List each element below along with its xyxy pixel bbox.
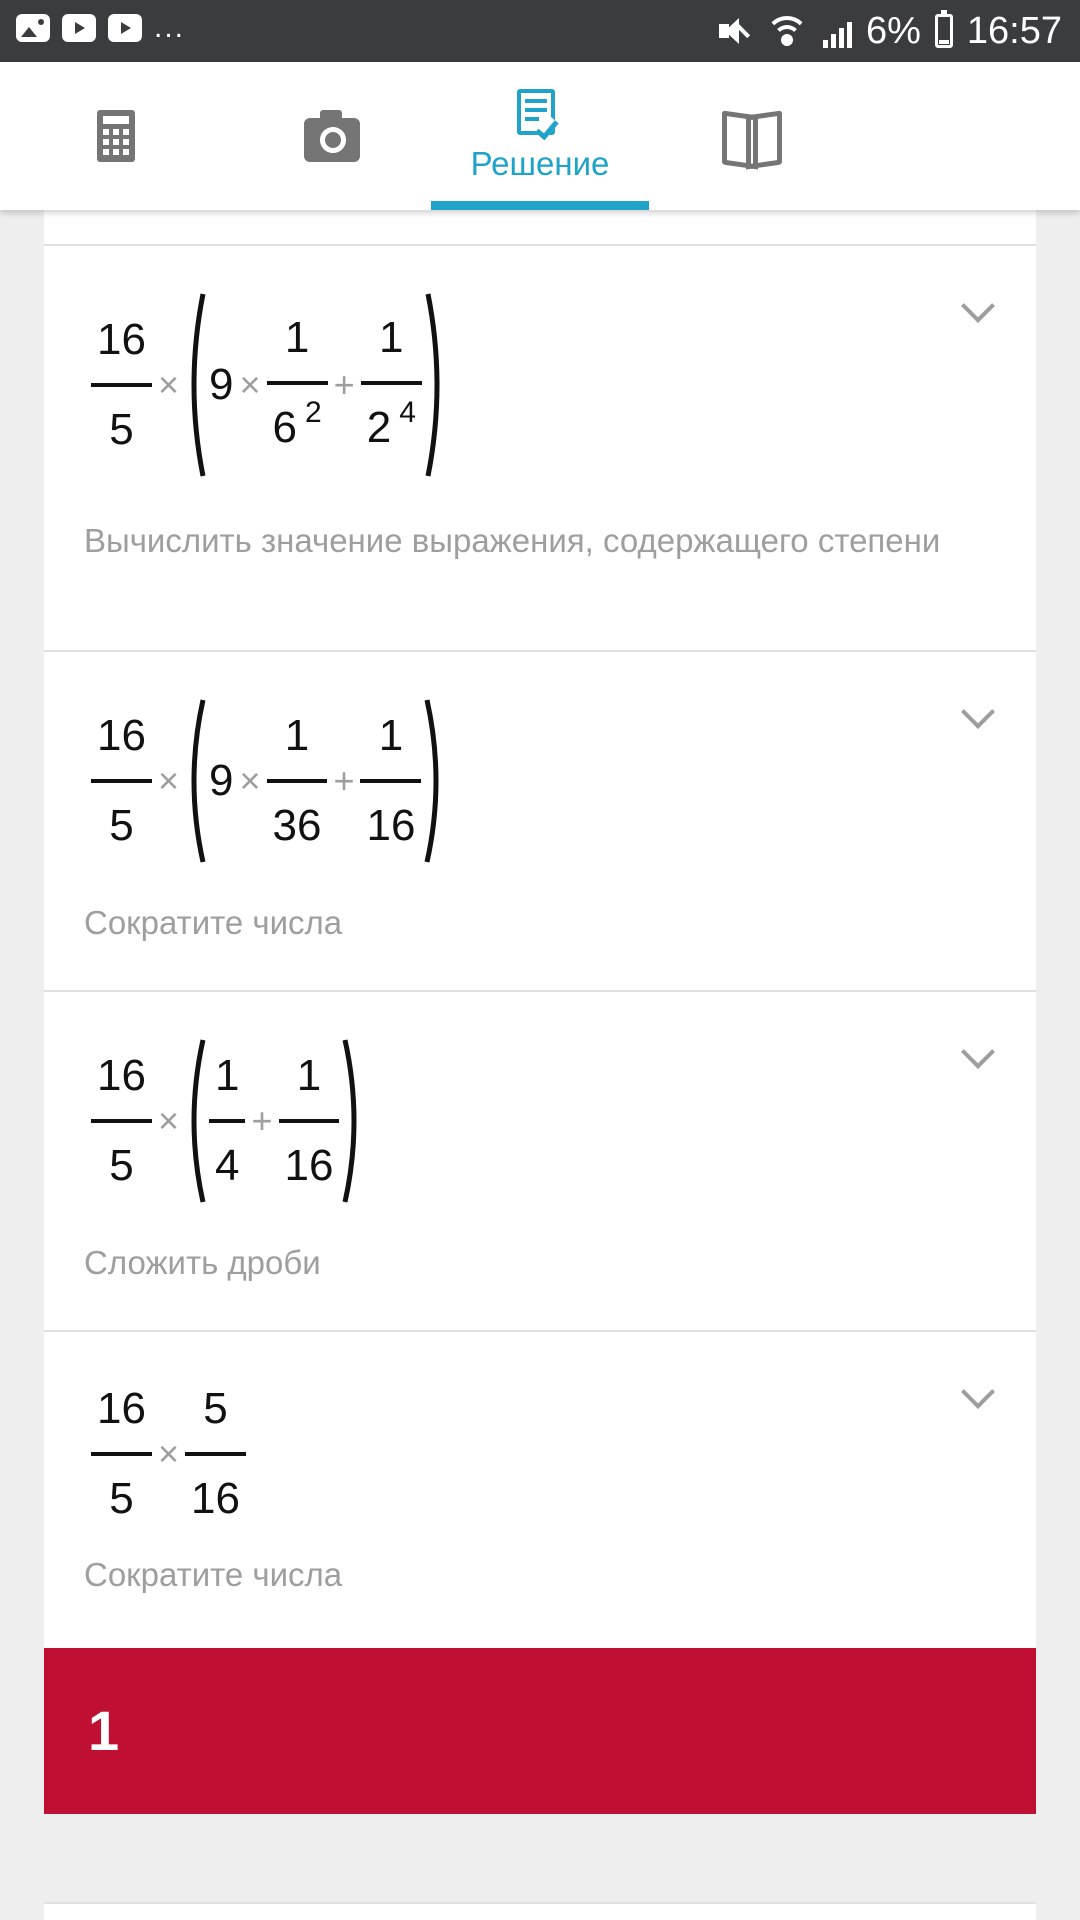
mute-icon (717, 14, 751, 48)
step-expression: $\frac{16}{5}$ × $\frac{5}{16}$ (89, 1384, 248, 1524)
notification-icons (16, 11, 186, 44)
left-paren (183, 696, 207, 866)
battery-icon (935, 14, 953, 48)
fraction: $\frac{16}{5}$ (89, 1051, 154, 1191)
chevron-down-icon[interactable] (961, 289, 995, 323)
system-icons (717, 8, 1062, 54)
fraction: $\frac{16}{5}$ (89, 711, 154, 851)
right-paren (424, 290, 448, 480)
fraction: $\frac{1}{2 ^4}$ (359, 313, 424, 458)
fraction: $\frac{1}{36}$ (265, 711, 330, 851)
fraction: $\frac{16}{5}$ (89, 315, 154, 455)
fraction: $\frac{1}{6 ^2}$ (265, 313, 330, 458)
solution-step[interactable] (44, 1330, 1036, 1648)
solution-step[interactable] (44, 990, 1036, 1330)
step-description: Сократите числа (84, 904, 343, 941)
chevron-down-icon[interactable] (961, 695, 995, 729)
step-description: Сократите числа (84, 1556, 343, 1593)
more-notifications-dots: ... (154, 11, 186, 44)
solution-icon (515, 89, 565, 141)
book-icon (722, 111, 782, 161)
step-description: Сложить дроби (84, 1244, 321, 1281)
tab-solution-label: Решение (470, 145, 610, 182)
fraction: $\frac{5}{16}$ (183, 1384, 248, 1524)
answer-value: 1 (88, 1699, 120, 1762)
tab-calculator[interactable] (76, 62, 156, 210)
right-paren (341, 1036, 365, 1206)
wifi-icon (765, 14, 809, 48)
fraction: $\frac{1}{16}$ (277, 1051, 342, 1191)
clock: 16:57 (966, 10, 1062, 52)
battery-percent: 6% (865, 10, 921, 52)
fraction: $\frac{1}{4}$ (207, 1051, 247, 1191)
left-paren (183, 290, 207, 480)
camera-icon (304, 118, 360, 162)
chevron-down-icon[interactable] (961, 1375, 995, 1409)
fraction: $\frac{1}{16}$ (358, 711, 423, 851)
calculator-icon (97, 110, 135, 162)
signal-icon (823, 14, 852, 48)
right-paren (423, 696, 447, 866)
tab-camera[interactable] (292, 62, 372, 210)
step-expression: $\frac{16}{5}$ × $\frac{1}{4}$ + $\frac{1}{16}$ (89, 1036, 365, 1206)
answer-bar (44, 1648, 1036, 1814)
step-expression: $\frac{16}{5}$ × 9 × $\frac{1}{36}$ + $\frac{1}{16}$ (89, 696, 447, 866)
gallery-notification-icon (16, 14, 50, 42)
tab-solution[interactable] (431, 62, 649, 210)
solution-card (44, 210, 1036, 1814)
youtube-notification-icon-2 (108, 14, 142, 42)
fraction: $\frac{16}{5}$ (89, 1384, 154, 1524)
step-description: Вычислить значение выражения, содержащего степени (84, 522, 941, 559)
youtube-notification-icon (62, 14, 96, 42)
left-paren (183, 1036, 207, 1206)
tab-book[interactable] (712, 62, 792, 210)
tab-bar (0, 62, 1080, 210)
next-card (44, 1902, 1036, 1920)
solution-step[interactable] (44, 650, 1036, 990)
status-bar (0, 0, 1080, 62)
active-tab-indicator (431, 201, 649, 210)
step-expression: $\frac{16}{5}$ × 9 × $\frac{1}{6 ^2}$ + $\frac{1}{2 ^4}$ (89, 290, 448, 480)
chevron-down-icon[interactable] (961, 1035, 995, 1069)
solution-step[interactable] (44, 244, 1036, 650)
